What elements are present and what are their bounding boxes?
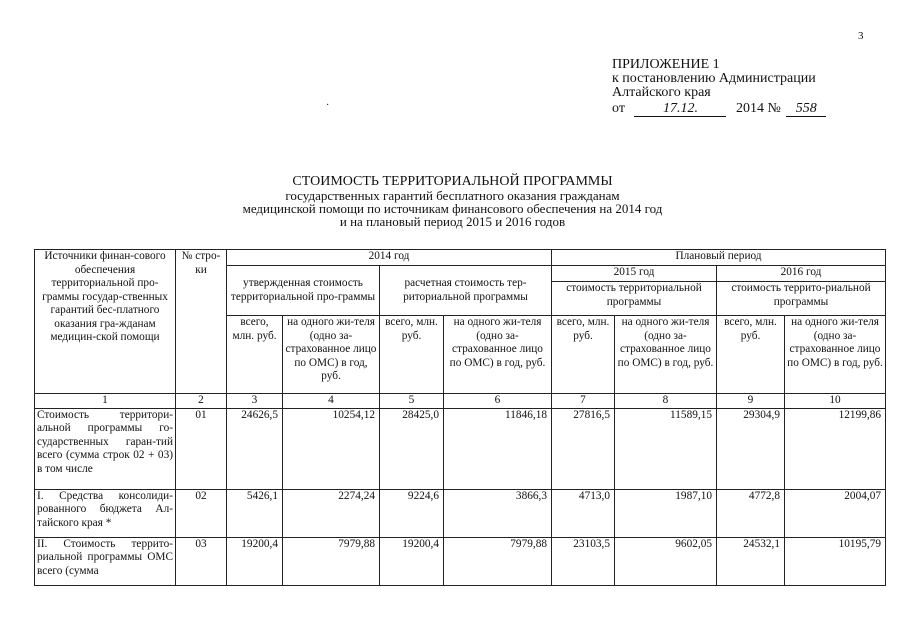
row-number: 03 xyxy=(176,537,227,585)
value-cell: 4772,8 xyxy=(717,489,785,537)
year-label: 2014 № xyxy=(735,101,781,116)
value-cell: 7979,88 xyxy=(283,537,380,585)
value-cell: 23103,5 xyxy=(552,537,615,585)
header-total: всего, млн. руб. xyxy=(552,316,615,394)
value-cell: 24626,5 xyxy=(227,408,283,489)
header-2016: 2016 год xyxy=(717,266,886,282)
row-number: 01 xyxy=(176,408,227,489)
title-line: государственных гарантий бесплатного оказания гражданам xyxy=(285,188,620,203)
header-cost-2016: стоимость террито-риальной программы xyxy=(717,282,886,316)
value-cell: 2274,24 xyxy=(283,489,380,537)
header-per-capita: на одного жи-теля (одно за-страхованное лицо по ОМС) в год, руб. xyxy=(283,316,380,394)
column-number: 2 xyxy=(176,394,227,409)
row-number: 02 xyxy=(176,489,227,537)
value-cell: 9602,05 xyxy=(615,537,717,585)
column-number: 9 xyxy=(717,394,785,409)
resolution-date: 17.12. xyxy=(634,102,726,117)
page-number: 3 xyxy=(858,30,864,42)
value-cell: 2004,07 xyxy=(785,489,886,537)
header-total: всего, млн. руб. xyxy=(227,316,283,394)
value-cell: 10254,12 xyxy=(283,408,380,489)
value-cell: 29304,9 xyxy=(717,408,785,489)
row-name: II. Стоимость террито-риальной программы ОМС всего (сумма xyxy=(35,537,176,585)
appendix-date-line xyxy=(612,102,826,117)
value-cell: 9224,6 xyxy=(380,489,444,537)
value-cell: 27816,5 xyxy=(552,408,615,489)
appendix-title: ПРИЛОЖЕНИЕ 1 xyxy=(612,57,720,72)
column-number: 6 xyxy=(444,394,552,409)
stray-mark: · xyxy=(326,100,330,111)
column-number-row xyxy=(35,394,886,409)
value-cell: 19200,4 xyxy=(380,537,444,585)
title-line: и на плановый период 2015 и 2016 годов xyxy=(339,214,566,229)
value-cell: 4713,0 xyxy=(552,489,615,537)
title-line: СТОИМОСТЬ ТЕРРИТОРИАЛЬНОЙ ПРОГРАММЫ xyxy=(292,174,613,189)
table-row xyxy=(35,408,886,489)
header-approved-cost: утвержденная стоимость территориальной про-граммы xyxy=(227,266,380,316)
table-row xyxy=(35,537,886,585)
value-cell: 11589,15 xyxy=(615,408,717,489)
header-per-capita: на одного жи-теля (одно за-страхованное лицо по ОМС) в год, руб. xyxy=(444,316,552,394)
appendix-line: Алтайского края xyxy=(612,85,711,100)
header-2014: 2014 год xyxy=(227,250,552,266)
column-number: 3 xyxy=(227,394,283,409)
row-name: I. Средства консолиди-рованного бюджета Ал-тайского края * xyxy=(35,489,176,537)
value-cell: 19200,4 xyxy=(227,537,283,585)
column-number: 4 xyxy=(283,394,380,409)
value-cell: 5426,1 xyxy=(227,489,283,537)
header-sources: Источники финан-сового обеспечения территориальной про-граммы государ-ственных гарантий бес-платного оказания гра-жданам медицин-ской помощи xyxy=(35,250,176,394)
from-label: от xyxy=(612,101,625,116)
appendix-block xyxy=(612,58,826,117)
header-cost-2015: стоимость территориальной программы xyxy=(552,282,717,316)
value-cell: 28425,0 xyxy=(380,408,444,489)
page-bottom-margin xyxy=(0,598,905,640)
header-calculated-cost: расчетная стоимость тер-риториальной программы xyxy=(380,266,552,316)
column-number: 1 xyxy=(35,394,176,409)
program-cost-table xyxy=(34,249,886,586)
column-number: 10 xyxy=(785,394,886,409)
resolution-number: 558 xyxy=(786,102,826,117)
header-2015: 2015 год xyxy=(552,266,717,282)
header-row-number: № стро-ки xyxy=(176,250,227,394)
value-cell: 24532,1 xyxy=(717,537,785,585)
value-cell: 11846,18 xyxy=(444,408,552,489)
header-total: всего, млн. руб. xyxy=(717,316,785,394)
value-cell: 7979,88 xyxy=(444,537,552,585)
table-row xyxy=(35,489,886,537)
value-cell: 10195,79 xyxy=(785,537,886,585)
header-total: всего, млн. руб. xyxy=(380,316,444,394)
column-number: 5 xyxy=(380,394,444,409)
value-cell: 3866,3 xyxy=(444,489,552,537)
appendix-line: к постановлению Администрации xyxy=(612,71,816,86)
document-title xyxy=(0,174,905,228)
header-per-capita: на одного жи-теля (одно за-страхованное лицо по ОМС) в год, руб. xyxy=(615,316,717,394)
value-cell: 12199,86 xyxy=(785,408,886,489)
header-planned-period: Плановый период xyxy=(552,250,886,266)
value-cell: 1987,10 xyxy=(615,489,717,537)
row-name: Стоимость территори-альной программы го-сударственных гаран-тий всего (сумма строк 02 + 03) в том числе xyxy=(35,408,176,489)
column-number: 8 xyxy=(615,394,717,409)
header-per-capita: на одного жи-теля (одно за-страхованное лицо по ОМС) в год, руб. xyxy=(785,316,886,394)
title-line: медицинской помощи по источникам финансового обеспечения на 2014 год xyxy=(242,201,663,216)
column-number: 7 xyxy=(552,394,615,409)
